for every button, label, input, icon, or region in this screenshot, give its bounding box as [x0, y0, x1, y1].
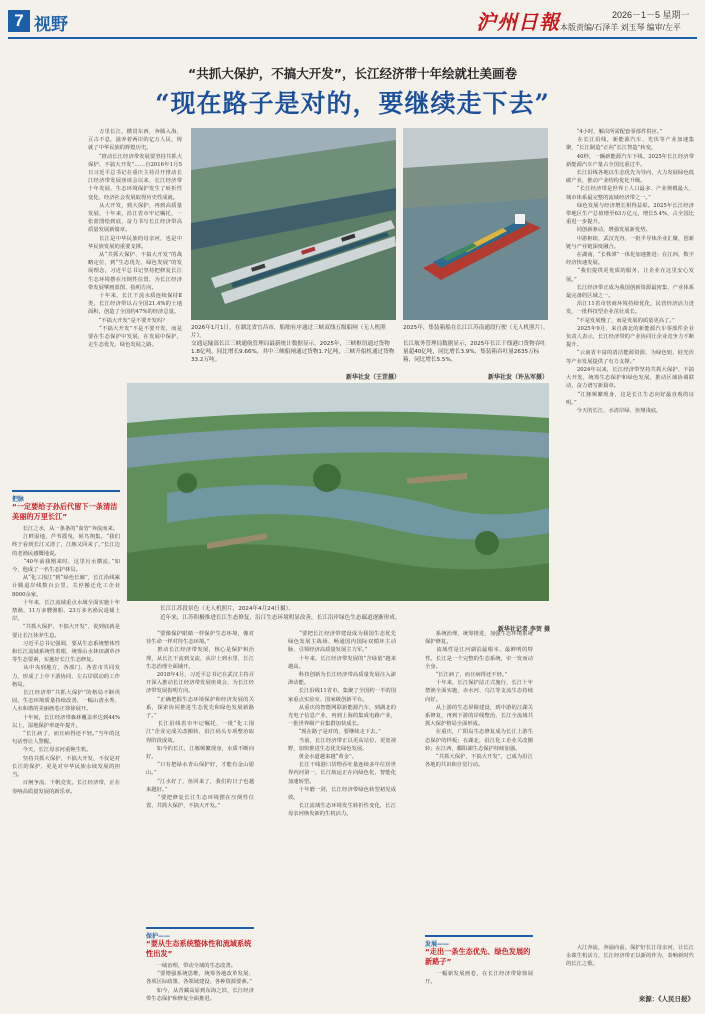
col2-rule: [146, 927, 254, 929]
col2-text-b: 一域治理，带动全域的生态改善。 “要增强系统思维，统筹各地改革发展、各项区际政策、各领域建设、各种资源要素。” 如今，从青藏高原到东海之滨，长江经济带生态保护和修复全面推进。: [146, 963, 254, 1002]
col4-subhead-kicker: 发展——: [425, 941, 450, 948]
col4-text: 系统治理，统筹推进，加强生态环境系统保护修复。 流域性是江河湖泊最根本、最鲜明的特性。长江是一个完整的生态系统，牵一发而动全身。 “长江病了，而且病得还不轻。” 十年来，长江保护法正式施行，长江十年禁渔全面实施，赤水河、乌江等支流生态持续向好。 从上游的生态屏障建设，到中游的江湖关系修复，再到下游的岸线整治，长江全流域共抓大保护格局全面形成。 在重庆，广阳岛生态修复成为长江上游生态保护的样板；在湖北，沿江化工企业关改搬转；在江西，鄱阳湖生态保护持续加强。 “共抓大保护，不搞大开发”，已成为沿江各地的共识和自觉行动。: [425, 631, 533, 769]
col2-text: “要像保护眼睛一样保护生态环境，像对待生命一样对待生态环境。” 推动长江经济带发展，核心是保护和治理，从长江干流到支流，从岸上到水里，长江生态治理全面铺开。 2018年4月，习近平总书记在武汉主持召开深入推动长江经济带发展座谈会，为长江经济带发展指明方向。 “正确把握生态环境保护和经济发展的关系，探索协同推进生态优先和绿色发展新路子。” 长江沿线省市牢记嘱托，一批“化工围江”企业完成关改搬转，沿江码头专项整治取得阶段成效。 如今的长江，江豚频繁现身，水质不断向好。 “只有把绿水青山保护好，才能有金山银山。” “江水好了，鱼回来了，我们的日子也越来越好。” “要把修复长江生态环境摆在压倒性位置，共抓大保护、不搞大开发。”: [146, 631, 254, 810]
article-headline: “现在路子是对的，要继续走下去”: [155, 89, 550, 118]
newspaper-logo: 沪州日報: [476, 12, 560, 34]
col3-text: “要把长江经济带建设成为我国生态优先绿色发展主战场、畅通国内国际双循环主动脉、引领经济高质量发展主力军。” 十年来，长江经济带发展的“含绿量”越来越高。 科技创新为长江经济带高质量发展注入澎湃动能。 长江沿线11省市，集聚了全国约一半的国家重点实验室、国家级创新平台。 从重庆的智能网联新能源汽车，到湖北的光电子信息产业，再到上海的集成电路产业，一批世界级产业集群加快成长。 “现在路子是对的，要继续走下去。” 当前，长江经济带正以更高站位、更宽视野，加快推进生态优先绿色发展。 黄金水道越来越“黄金”。 长江干线港口货物吞吐量连续多年位居世界内河第一，长江航运正在向绿色化、智能化加速转型。 十年磨一剑，长江经济带绿色转型初见成效。 长江流域生态环境发生转折性变化，长江母亲河焕发新的生机活力。: [288, 631, 396, 818]
col4-subhead: “走出一条生态优先、绿色发展的新路子”: [425, 947, 531, 966]
ship-lock-aerial-photo: [191, 128, 396, 320]
col1-rule: [12, 490, 120, 492]
col5-end-text: 大江奔流，奔涌向前。保护好长江母亲河，让长江永葆生机活力，长江经济带正以新的作为，奏响新时代的长江之歌。: [566, 945, 694, 968]
col5-text: “4小时，解决所需配套零部件供应。” 在长江沿线，新能源汽车、光伏等产业加速集聚，“长江制造”正向“长江智造”转变。 40秒，一辆新能源汽车下线。2025年长江经济带新能源汽车产量占全国比重过半。 长江沿线各地以生态优先为导向，大力发展绿色低碳产业，推动产业结构优化升级。 “长江经济带是世界上人口最多、产业规模最大、城市体系最完整的流域经济带之一。” 绿色发展与经济增长相得益彰。2025年长江经济带地区生产总值增至63万亿元，增长5.4%，占全国比重进一步提升。 同创新驱动，增强发展新优势。 中游枢纽，武汉光谷，一批半导体企业汇聚，创新链与产业链深度融合。 在湖南，“长株潭”一体化加速推进；在江西，数字经济快速发展。 “我们提供更优质的服务，让企业在这里安心发展。” 长江经济带正成为我国创新资源最密集、产业体系最完备的区域之一。 沿江11省市营商环境持续优化，民营经济活力迸发，一批科技型企业茁壮成长。 “不是发展慢了，而是发展的质量更高了。” 2025年9月，来自湖北的新能源汽车零部件企业负责人表示，长江经济带的产业协同让企业竞争力不断提升。 “云南省丰富的清洁能源资源，为绿色铝、硅光伏等产业发展提供了有力支撑。” 2024年以来，长江经济带坚持共抓大保护、不搞大开发，统筹生态保护和绿色发展，推动区域协调联动，奋力谱写新篇章。 “江豚频繁现身，这是长江生态向好最直观的证明。” 今天的长江，水清岸绿、鱼翔浅底。: [566, 129, 694, 414]
photo2-credit: 新华社发（许丛军摄）: [487, 374, 548, 381]
col4-text-b: 一幅新发展画卷，在长江经济带徐徐展开。: [425, 971, 533, 986]
photo2-description: 长江航务管理局数据显示，2025年长江干线港口货物吞吐量超40亿吨，同比增长3.9%，集装箱吞吐量2635万标箱，同比增长5.5%。: [403, 341, 546, 363]
col1-subhead: “一定要给子孙后代留下一条清洁美丽的万里长江”: [12, 502, 118, 521]
photo1-description: 交通运输部长江三峡通航管理局最新统计数据显示，2025年，三峡枢纽通过货物1.8亿吨，同比增长9.66%，其中三峡船闸通过货物1.7亿吨，三峡升船机通过货物33.2万吨。: [191, 341, 395, 363]
cargo-ship-river-photo: [403, 128, 548, 320]
section-name: 视野: [34, 15, 68, 34]
editor-credits: 本版责编/石泽羊 刘玉琴 编审/左平: [560, 23, 681, 32]
page-header: [0, 0, 705, 38]
article-source: 来源：《人民日报》: [638, 995, 694, 1003]
photo1-caption: 2026年1月1日，在湖北省宜昌市，船舶有序通过三峡双线五级船闸（无人机照片）。: [191, 325, 386, 339]
photo3-caption: 长江江苏段景色（无人机照片，2024年4月24日摄）。: [160, 606, 294, 612]
col2-subhead: “要从生态系统整体性和流域系统性出发”: [146, 939, 252, 958]
article-kicker: “共抓大保护，不搞大开发”，长江经济带十年绘就壮美画卷: [188, 66, 517, 81]
photo3-description: 近年来，江苏积极推进长江生态修复，沿江生态环境明显改善，长江沿岸绿色生态廊道逐渐形成。: [160, 615, 401, 621]
photo3-credit: 新华社记者 李贺 摄: [497, 626, 550, 633]
photo2-caption: 2025年，集装箱船在长江江苏南通段行驶（无人机照片）。: [403, 325, 549, 331]
col2-subhead-kicker: 保护——: [146, 933, 171, 940]
col1-subhead-kicker: 把脉: [12, 496, 25, 503]
header-rule: [8, 37, 697, 39]
col1-text: 长江之水，从一条条的“血管”奔流而来。 江畔湿地，芦苇摇曳，候鸟翔集。“我们终于看到长江又清了，江豚又回来了。”长江边的老渔民感慨地说。 “40年前我刚来时，这里污水横流。”如今，他成了一名生态护林员。 从“化工围江”到“绿色长廊”，长江沿线累计腾退岸线数百公里，关停搬迁化工企业8000余家。 十年来，长江流域重点水域全面实施十年禁渔，11万多艘渔船、23万多名渔民退捕上岸。 “共抓大保护、不搞大开发”，说到底就是要让长江休养生息。 习近平总书记强调，要从生态系统整体性和长江流域系统性着眼，统筹山水林田湖草沙等生态要素，实施好长江生态修复。 从中央到地方，各部门、各省市共同发力，形成了上中下游协同、左右岸联动的工作格局。 长江经济带“共抓大保护”的格局不断巩固，生态环境质量持续改善，一幅山清水秀、人水和谐的美丽画卷正徐徐展开。 十年间，长江经济带森林覆盖率达到44%以上，湿地保护率逐年提升。 “长江病了，而且病得还不轻。”当年的这句话曾让人警醒。 今天，长江母亲河重焕生机。 坚持共抓大保护，不搞大开发，不仅是对长江的保护，更是对中华民族永续发展的担当。 百舸争流、千帆竞发。长江经济带，正在奏响高质量发展的新乐章。: [12, 526, 120, 795]
photo1-credit: 新华社发（王罡摄）: [345, 374, 400, 381]
issue-date: 2026－1－5 星期一: [612, 10, 690, 20]
page-number: 7: [8, 10, 30, 32]
col4-rule: [425, 935, 533, 937]
lead-text: 万里长江，横贯东西，奔腾入海，亘古不息，滋养着两岸的亿万人民，铸就了中华民族的辉煌历史。 “推动长江经济带发展要坚持共抓大保护、不搞大开发”……自2016年1月5日习近平总书记在重庆主持召开推动长江经济带发展座谈会以来，长江经济带十年发展，生态环境保护发生了转折性变化，经济社会发展取得历史性成就。 从大开发，到大保护，再到高质量发展，十年来，沿江省市牢记嘱托，一张蓝图绘到底，奋力书写长江经济带高质量发展新篇章。 长江是中华民族的母亲河，也是中华民族发展的重要支撑。 从“共抓大保护、不搞大开发”的战略定位，到“生态优先、绿色发展”的发展理念，习近平总书记坚持把修复长江生态环境摆在压倒性位置，为长江经济带发展擘画蓝图、指明方向。 十年来，长江干流水质连续保持Ⅱ类，长江经济带以占全国21.4%的土地面积，创造了全国约47%的经济总量。 “不搞大开发”是不要开发吗？ “不搞大开发”不是不要开发，而是要在生态保护中发展，在发展中保护，走生态优先、绿色发展之路。: [88, 129, 182, 349]
river-landscape-aerial-photo: [127, 383, 549, 601]
